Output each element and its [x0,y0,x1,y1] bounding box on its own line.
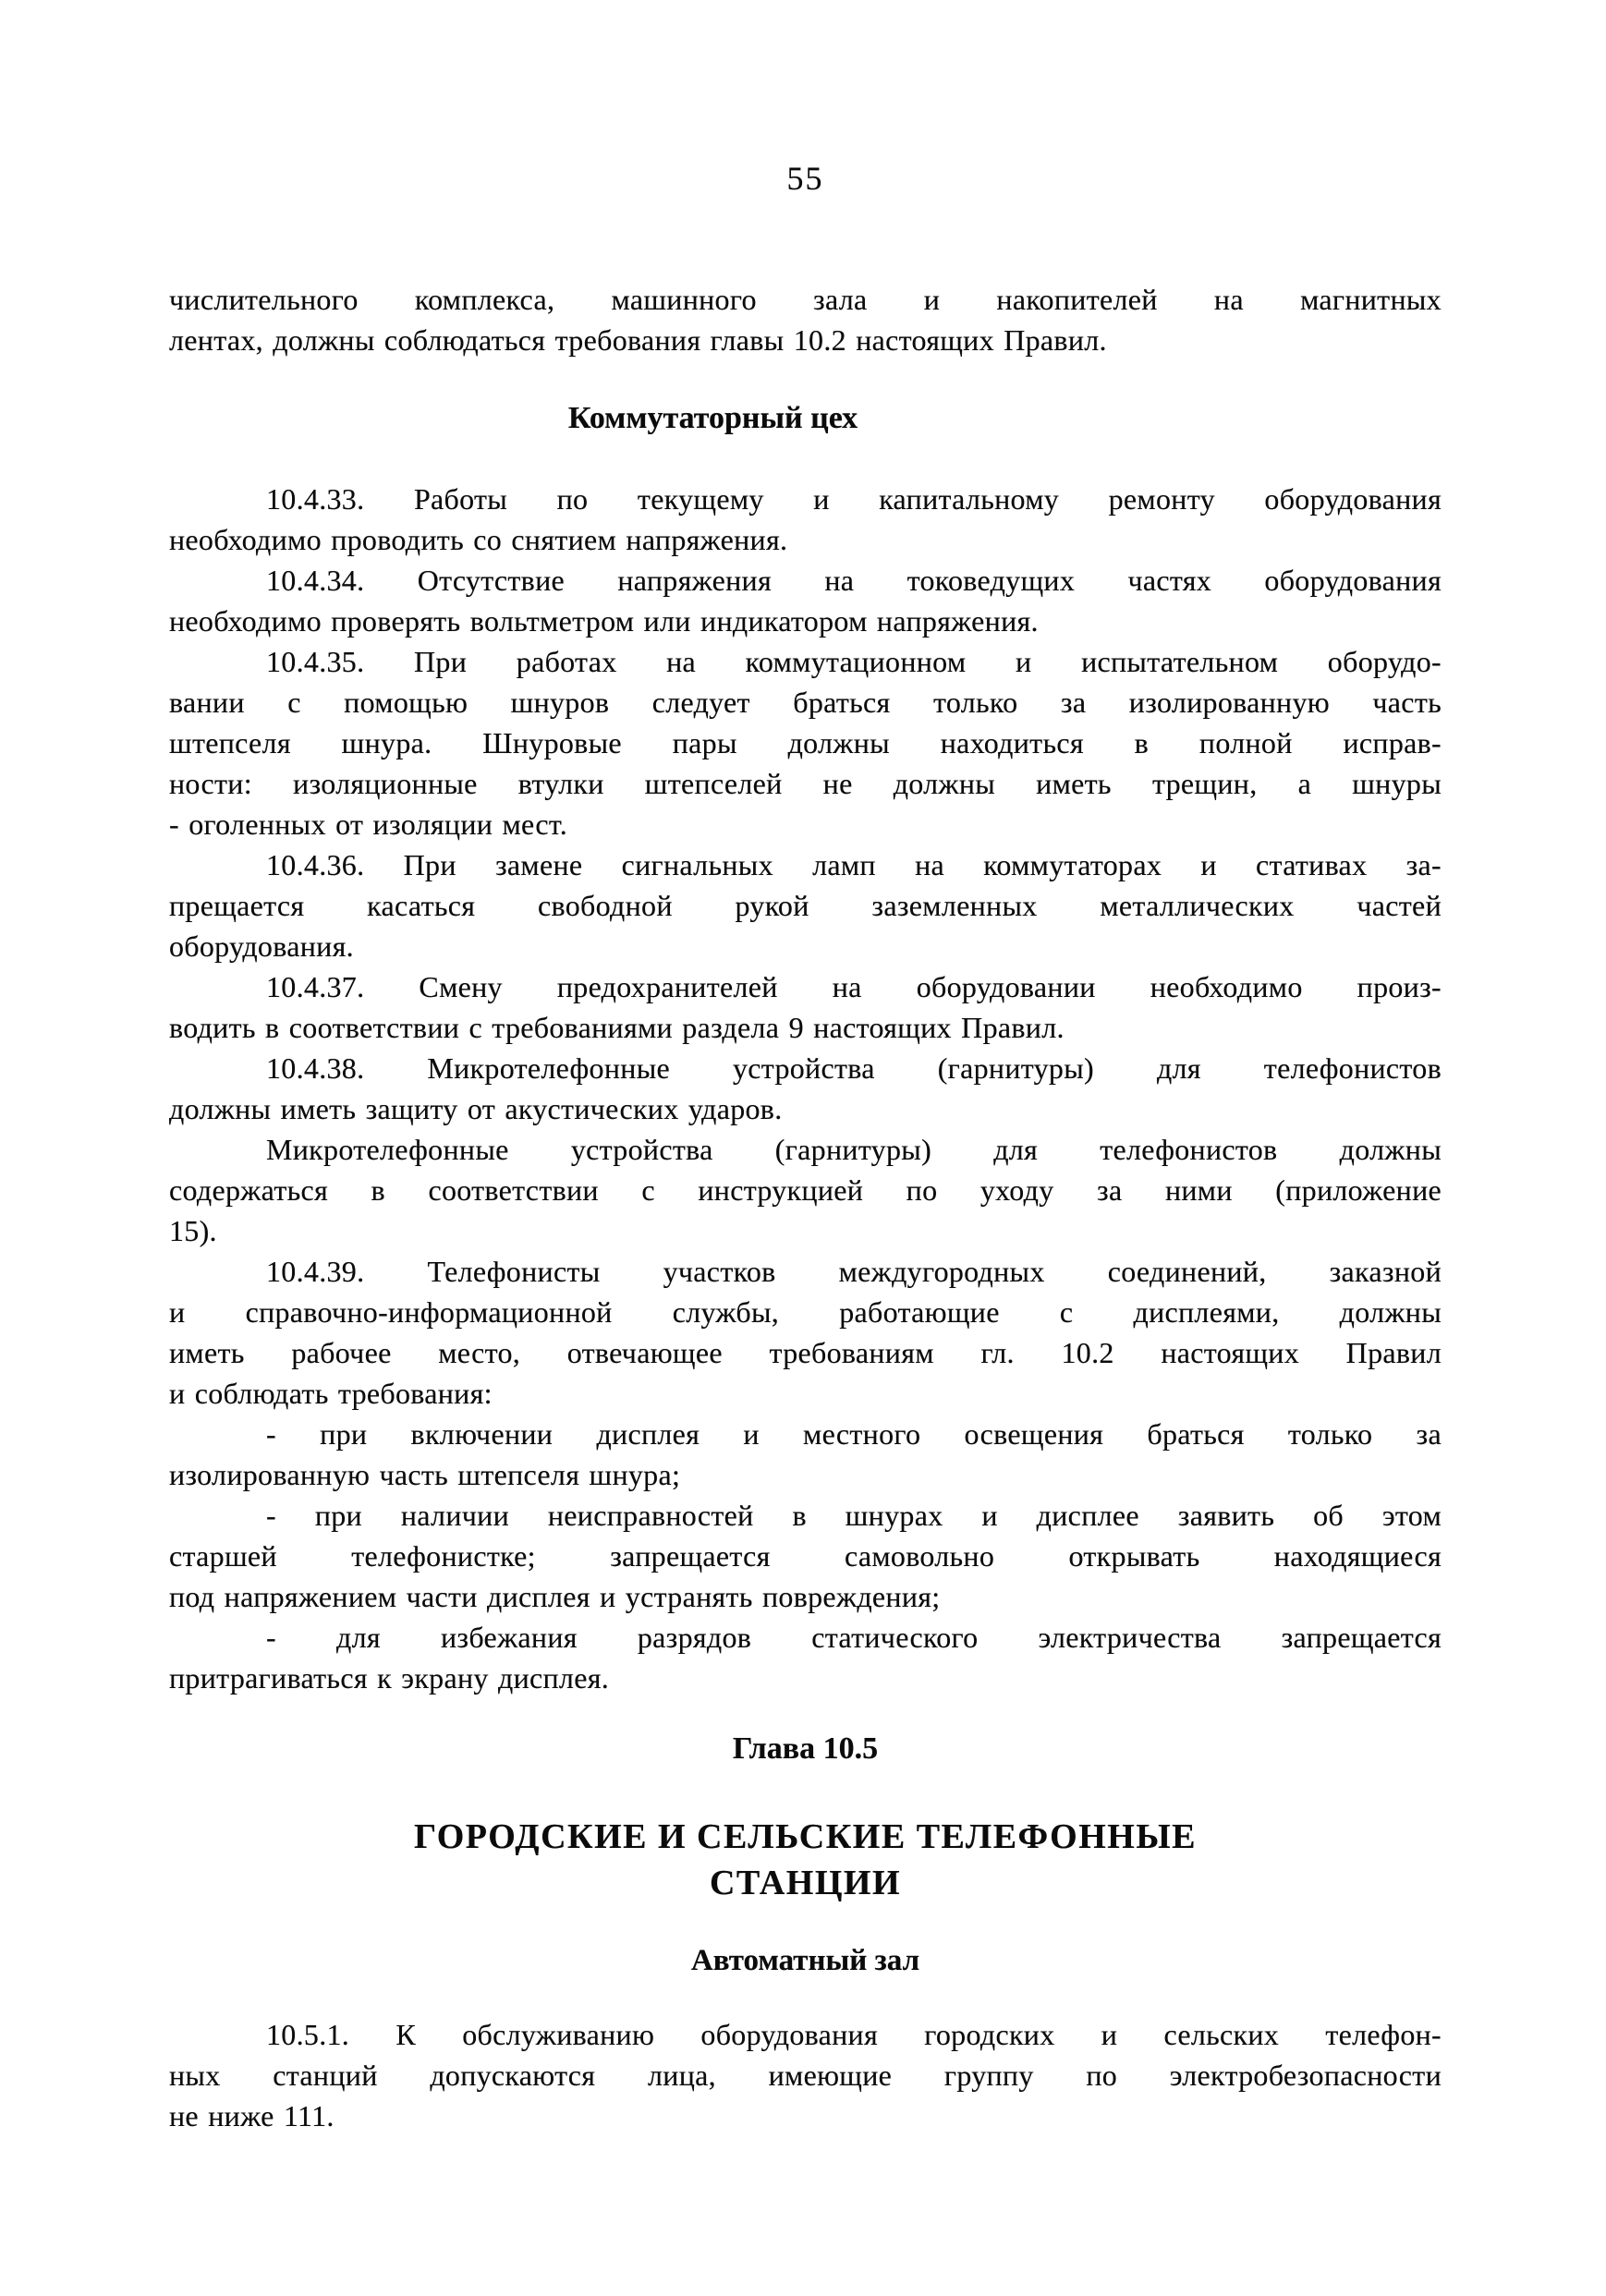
text-line: необходимо проводить со снятием напряжения. [169,523,788,556]
paragraph [169,2014,1442,2136]
paragraph [169,641,1442,844]
text-line: ности: изоляционные втулки штепселей не должны иметь трещин, а шнуры [169,767,1442,800]
text-line: изолированную часть штепселя шнура; [169,1458,681,1491]
text-line: лентах, должны соблюдаться требования главы 10.2 настоящих Правил. [169,323,1107,357]
text-line: содержаться в соответствии с инструкцией по уходу за ними (приложение [169,1173,1442,1207]
text-line: прещается касаться свободной рукой заземленных металлических частей [169,889,1442,922]
text-line: - при включении дисплея и местного освещения браться только за [266,1417,1442,1451]
text-line: не ниже 111. [169,2099,335,2132]
text-line: необходимо проверять вольтметром или индикатором напряжения. [169,604,1039,638]
title-line: ГОРОДСКИЕ И СЕЛЬСКИЕ ТЕЛЕФОННЫЕ [413,1817,1197,1856]
text-line: 10.4.37. Смену предохранителей на оборудовании необходимо произ- [266,970,1442,1003]
text-line: 10.4.35. При работах на коммутационном и испытательном оборудо- [266,645,1442,678]
paragraph [169,1048,1442,1129]
text-line: - для избежания разрядов статического электричества запрещается [266,1621,1442,1654]
text-line: числительного комплекса, машинного зала и накопителей на магнитных [169,283,1442,316]
paragraph [169,1129,1442,1251]
text-line: 10.4.34. Отсутствие напряжения на токоведущих частях оборудования [266,564,1442,597]
text-line: 15). [169,1214,217,1247]
text-line: водить в соответствии с требованиями раздела 9 настоящих Правил. [169,1011,1065,1044]
text-line: и соблюдать требования: [169,1377,493,1410]
page-number: 55 [786,160,824,197]
text-line: ных станций допускаются лица, имеющие группу по электробезопасности [169,2059,1442,2092]
paragraph [169,279,1442,360]
text-line: и справочно-информационной службы, работающие с дисплеями, должны [169,1295,1442,1329]
heading: Коммутаторный цех [567,401,858,435]
text-line: 10.4.39. Телефонисты участков междугородных соединений, заказной [266,1255,1442,1288]
paragraph [169,560,1442,641]
paragraph [169,1251,1442,1414]
heading: Глава 10.5 [732,1731,879,1766]
chapter-title [169,1814,1442,1906]
paragraph [169,1495,1442,1617]
text-line: вании с помощью шнуров следует браться только за изолированную часть [169,686,1442,719]
text-line: - при наличии неисправностей в шнурах и дисплее заявить об этом [266,1499,1442,1532]
text-line: притрагиваться к экрану дисплея. [169,1661,610,1695]
document-body [169,155,1442,2136]
text-line: 10.4.38. Микротелефонные устройства (гарнитуры) для телефонистов [266,1051,1442,1085]
text-line: оборудования. [169,929,354,963]
text-line: 10.4.33. Работы по текущему и капитальному ремонту оборудования [266,482,1442,516]
text-line: иметь рабочее место, отвечающее требованиям гл. 10.2 настоящих Правил [169,1336,1442,1369]
text-line: штепселя шнура. Шнуровые пары должны находиться в полной исправ- [169,726,1442,759]
paragraph [169,966,1442,1048]
paragraph [169,1414,1442,1495]
text-line: Микротелефонные устройства (гарнитуры) для телефонистов должны [266,1133,1442,1166]
text-line: 10.5.1. К обслуживанию оборудования городских и сельских телефон- [266,2018,1442,2051]
text-line: - оголенных от изоляции мест. [169,808,567,841]
text-line: должны иметь защиту от акустических ударов. [169,1092,783,1125]
text-line: под напряжением части дисплея и устранять повреждения; [169,1580,941,1613]
title-line: СТАНЦИИ [709,1864,902,1902]
paragraph [169,479,1442,560]
text-line: старшей телефонистке; запрещается самовольно открывать находящиеся [169,1539,1442,1573]
paragraph [169,1617,1442,1698]
text-line: 10.4.36. При замене сигнальных ламп на коммутаторах и стативах за- [266,848,1442,881]
heading: Автоматный зал [690,1944,920,1977]
paragraph [169,844,1442,966]
